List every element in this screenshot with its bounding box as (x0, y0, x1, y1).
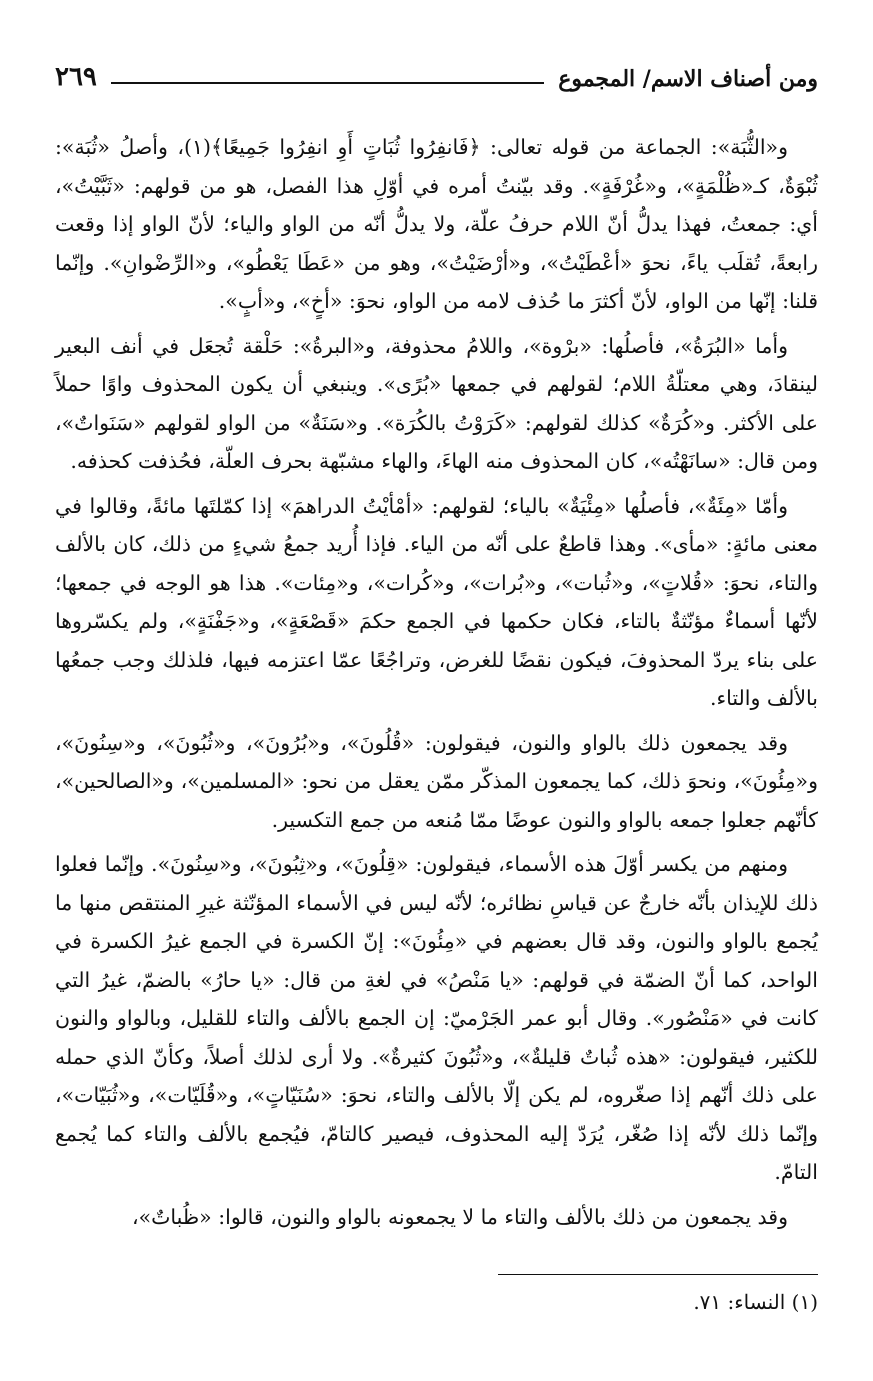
body-text (55, 128, 818, 1236)
paragraph: وأما «البُرَةُ»، فأصلُها: «برْوة»، واللامُ محذوفة، و«البرةُ»: حَلْقة تُجعَل في أنف البعير لينقادَ، وهي معتلّةُ اللام؛ لقولهم في جمعها «بُرًى». وينبغي أن يكون المحذوف واوًا حملاً على الأكثر. و«كُرَةٌ» كذلك لقولهم: «كَرَوْتُ بالكُرَة». و«سَنَةٌ» من الواو لقولهم «سَنَواتٌ»، ومن قال: «سانَهْتُه»، كان المحذوف منه الهاءَ، والهاء مشبّهة بحرف العلّة، فحُذفت كحذفه. (55, 333, 818, 473)
paragraph: وقد يجمعون ذلك بالواو والنون، فيقولون: «قُلُونَ»، و«بُرُونَ»، و«ثُبُونَ»، و«سِنُونَ»، و«مِئُونَ»، ونحوَ ذلك، كما يجمعون المذكّر ممّن يعقل من نحو: «المسلمين»، و«الصالحين»، كأنّهم جعلوا جمعه بالواو والنون عوضًا ممّا مُنعه من جمع التكسير. (55, 730, 818, 832)
paragraph: ومنهم من يكسر أوّلَ هذه الأسماء، فيقولون: «قِلُونَ»، و«ثِبُونَ»، و«سِنُونَ». وإنّما فعلوا ذلك للإيذان بأنّه خارجٌ عن قياسِ نظائره؛ لأنّه ليس في الأسماء المؤنّثة غيرِ المنتقص منها ما يُجمع بالواو والنون، وقد قال بعضهم في «مِئُونَ»: إنّ الكسرة في الجمع غيرُ الكسرة في الواحد، كما أنّ الضمّة في قولهم: «يا مَنْصُ» في لغةِ من قال: «يا حارُ» بالضمّ، غيرُ التي كانت في «مَنْصُور». وقال أبو عمر الجَرْميّ: إن الجمع بالألف والتاء للقليل، وبالواو والنون للكثير، فيقولون: «هذه ثُباتٌ قليلةٌ»، و«ثُبُونَ كثيرةٌ». ولا أرى لذلك أصلاً، وكأنّ الذي حمله على ذلك أنّهم إذا صغّروه، لم يكن إلّا بالألف والتاء، نحوَ: «سُنَيّاتٍ»، و«قُلَيّات»، و«ثُبَيّات»، وإنّما ذلك لأنّه إذا صُغّر، يُرَدّ إليه المحذوف، فيصير كالتامّ، فيُجمع بالألف والتاء كما يُجمع التامّ. (55, 852, 818, 1184)
footnote: (١) النساء: ٧١. (693, 1290, 818, 1314)
paragraph: وأمّا «مِئَةٌ»، فأصلُها «مِئْيَةٌ» بالياء؛ لقولهم: «أمْأيْتُ الدراهمَ» إذا كمّلتَها مائةً، وقالوا في معنى مائةٍ: «مأى». وهذا قاطعٌ على أنّه من الياء. فإذا أُريد جمعُ شيءٍ من ذلك، كان بالألف والتاء، نحوَ: «قُلاتٍ»، و«ثُبات»، و«بُرات»، و«كُرات»، و«مِئات». هذا هو الوجه في جمعها؛ لأنّها أسماءٌ مؤنّثةٌ بالتاء، فكان حكمها في الجمع حكمَ «قَصْعَةٍ»، و«جَفْنَةٍ»، ولم يكسّروها على بناء يردّ المحذوفَ، فيكون نقضًا للغرض، وتراجُعًا عمّا اعتزمه فيها، فلذلك وجب جمعُها بالألف والتاء. (55, 493, 818, 710)
footnote-rule (498, 1274, 818, 1275)
page-number: ٢٦٩ (55, 62, 97, 92)
running-head (55, 52, 818, 92)
paragraph: و«الثُّبَة»: الجماعة من قوله تعالى: ﴿فَانفِرُوا ثُبَاتٍ أَوِ انفِرُوا جَمِيعًا﴾(١)، وأصلُ «ثُبَة»: ثُبْوَةٌ، كـ«ظُلْمَةٍ»، و«غُرْفَةٍ». وقد بيّنتُ أمره في أوّلِ هذا الفصل، هو من قولهم: «ثَبَّيْتُ»، أي: جمعتُ، فهذا يدلُّ أنّ اللام حرفُ علّة، ولا يدلُّ أنّه من الواو والياء؛ لأنّ الواو إذا وقعت رابعةً، تُقلَب ياءً، نحوَ «أعْطَيْتُ»، و«أرْضَيْتُ»، وهو من «عَطَا يَعْطُو»، و«الرِّضْوانِ». وإنّما قلنا: إنّها من الواو، لأنّ أكثرَ ما حُذف لامه من الواو، نحوَ: «أخٍ»، و«أبٍ». (55, 135, 818, 313)
running-title: ومن أصناف الاسم/ المجموع (558, 66, 818, 92)
paragraph: وقد يجمعون من ذلك بالألف والتاء ما لا يجمعونه بالواو والنون، قالوا: «ظُباتٌ»، (131, 1204, 788, 1229)
header-rule (111, 82, 544, 84)
